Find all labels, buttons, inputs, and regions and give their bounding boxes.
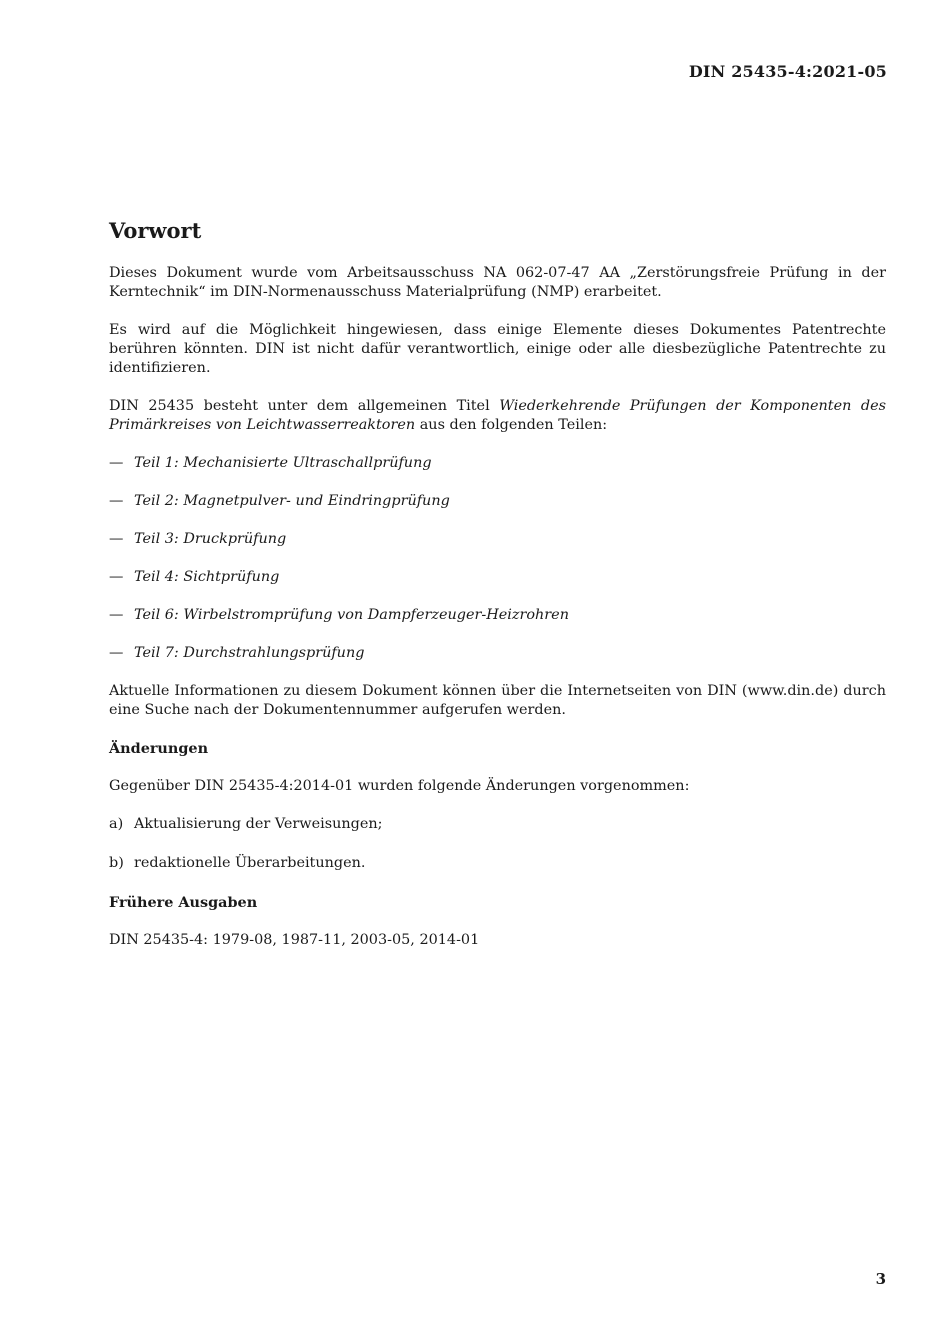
- item-marker: a): [109, 816, 124, 832]
- page-content: [109, 218, 886, 969]
- dash-marker: —: [109, 455, 124, 471]
- paragraph-committee: Dieses Dokument wurde vom Arbeitsausschuss NA 062-07-47 AA „Zerstörungsfreie Prüfung in der Kerntechnik“ im DIN-Normenausschuss Materialprüfung (NMP) erarbeitet.: [109, 265, 886, 300]
- list-item-text: redaktionelle Überarbeitungen.: [134, 855, 366, 871]
- earlier-editions-heading: Frühere Ausgaben: [109, 894, 258, 911]
- changes-list: [109, 815, 886, 873]
- list-item: [109, 854, 886, 873]
- list-item: [109, 454, 886, 473]
- page-number: 3: [875, 1270, 886, 1288]
- changes-intro: Gegenüber DIN 25435-4:2014-01 wurden folgende Änderungen vorgenommen:: [109, 778, 690, 794]
- dash-marker: —: [109, 493, 124, 509]
- list-item-text: Teil 2: Magnetpulver- und Eindringprüfung: [134, 493, 450, 509]
- list-item-text: Teil 4: Sichtprüfung: [134, 569, 280, 585]
- section-title: Vorwort: [109, 218, 202, 243]
- paragraph-online-info: Aktuelle Informationen zu diesem Dokument können über die Internetseiten von DIN (www.din.de) durch eine Suche nach der Dokumentennummer aufgerufen werden.: [109, 683, 886, 718]
- dash-marker: —: [109, 531, 124, 547]
- earlier-editions-text: DIN 25435-4: 1979-08, 1987-11, 2003-05, 2014-01: [109, 932, 480, 948]
- paragraph-series: [109, 397, 886, 435]
- series-title: Wiederkehrende Prüfungen der Komponenten des Primärkreises von Leichtwasserreaktoren: [109, 398, 886, 433]
- parts-list: [109, 454, 886, 663]
- list-item: [109, 815, 886, 834]
- dash-marker: —: [109, 607, 124, 623]
- series-prefix: DIN 25435 besteht unter dem allgemeinen Titel: [109, 398, 500, 414]
- document-id-header: DIN 25435-4:2021-05: [688, 62, 887, 81]
- list-item: [109, 644, 886, 663]
- list-item: [109, 568, 886, 587]
- list-item: [109, 606, 886, 625]
- list-item: [109, 492, 886, 511]
- list-item-text: Teil 3: Druckprüfung: [134, 531, 287, 547]
- dash-marker: —: [109, 645, 124, 661]
- paragraph-patents: Es wird auf die Möglichkeit hingewiesen, dass einige Elemente dieses Dokumentes Patentrechte berühren könnten. DIN ist nicht dafür verantwortlich, einige oder alle diesbezügliche Patentrechte zu identifizieren.: [109, 322, 886, 376]
- list-item-text: Teil 1: Mechanisierte Ultraschallprüfung: [134, 455, 432, 471]
- item-marker: b): [109, 855, 124, 871]
- dash-marker: —: [109, 569, 124, 585]
- list-item: [109, 530, 886, 549]
- series-suffix: aus den folgenden Teilen:: [415, 417, 608, 433]
- list-item-text: Aktualisierung der Verweisungen;: [134, 816, 383, 832]
- list-item-text: Teil 6: Wirbelstromprüfung von Dampferzeuger-Heizrohren: [134, 607, 569, 623]
- changes-heading: Änderungen: [109, 740, 209, 757]
- list-item-text: Teil 7: Durchstrahlungsprüfung: [134, 645, 365, 661]
